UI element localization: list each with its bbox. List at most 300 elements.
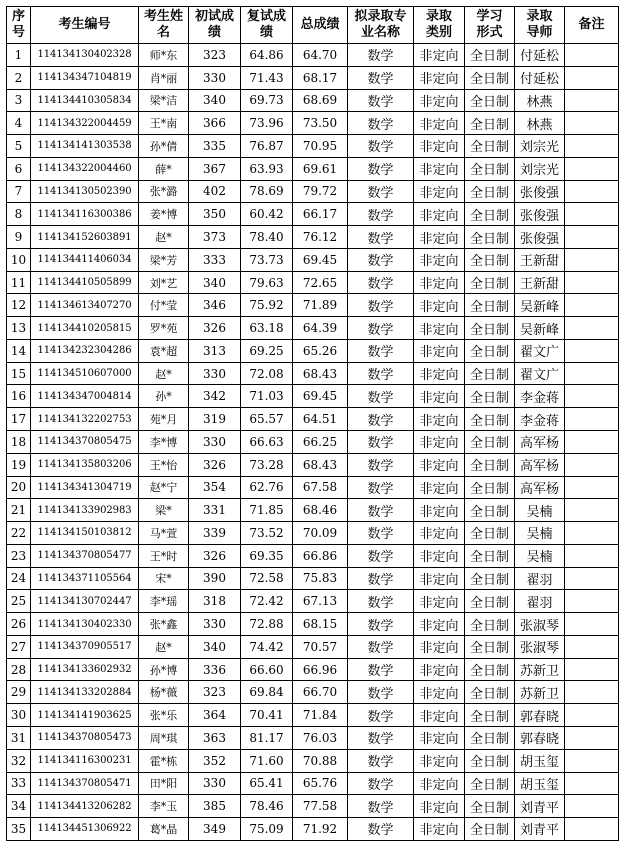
cell-seq: 28 xyxy=(7,658,31,681)
cell-retest-score: 60.42 xyxy=(241,203,293,226)
cell-remarks xyxy=(565,635,619,658)
table-body xyxy=(7,44,619,841)
cell-study-mode: 全日制 xyxy=(465,203,515,226)
cell-study-mode: 全日制 xyxy=(465,362,515,385)
cell-total-score: 66.17 xyxy=(293,203,348,226)
cell-admission-type: 非定向 xyxy=(414,226,465,249)
cell-admission-type: 非定向 xyxy=(414,658,465,681)
table-row xyxy=(7,749,619,772)
cell-retest-score: 76.87 xyxy=(241,135,293,158)
cell-name: 马*萱 xyxy=(139,522,189,545)
header-supervisor: 录取导师 xyxy=(515,7,565,44)
cell-major: 数学 xyxy=(348,522,414,545)
cell-total-score: 66.70 xyxy=(293,681,348,704)
cell-major: 数学 xyxy=(348,613,414,636)
cell-name: 杨*薇 xyxy=(139,681,189,704)
cell-retest-score: 69.73 xyxy=(241,89,293,112)
cell-retest-score: 63.18 xyxy=(241,317,293,340)
cell-admission-type: 非定向 xyxy=(414,544,465,567)
cell-study-mode: 全日制 xyxy=(465,818,515,841)
cell-admission-type: 非定向 xyxy=(414,772,465,795)
cell-admission-type: 非定向 xyxy=(414,180,465,203)
cell-initial-score: 354 xyxy=(189,476,241,499)
cell-major: 数学 xyxy=(348,294,414,317)
table-row xyxy=(7,112,619,135)
table-row xyxy=(7,362,619,385)
cell-major: 数学 xyxy=(348,112,414,135)
cell-supervisor: 苏新卫 xyxy=(515,681,565,704)
cell-exam-id: 114134613407270 xyxy=(31,294,139,317)
cell-total-score: 67.13 xyxy=(293,590,348,613)
cell-retest-score: 71.60 xyxy=(241,749,293,772)
cell-exam-id: 114134133602932 xyxy=(31,658,139,681)
header-total-score: 总成绩 xyxy=(293,7,348,44)
cell-initial-score: 349 xyxy=(189,818,241,841)
cell-initial-score: 326 xyxy=(189,544,241,567)
cell-total-score: 75.83 xyxy=(293,567,348,590)
header-admission-type: 录取类别 xyxy=(414,7,465,44)
cell-supervisor: 王新甜 xyxy=(515,271,565,294)
cell-study-mode: 全日制 xyxy=(465,180,515,203)
cell-supervisor: 刘宗光 xyxy=(515,157,565,180)
cell-exam-id: 114134130502390 xyxy=(31,180,139,203)
table-row xyxy=(7,180,619,203)
cell-remarks xyxy=(565,726,619,749)
cell-study-mode: 全日制 xyxy=(465,613,515,636)
cell-seq: 15 xyxy=(7,362,31,385)
cell-name: 师*东 xyxy=(139,44,189,67)
cell-initial-score: 335 xyxy=(189,135,241,158)
cell-exam-id: 114134232304286 xyxy=(31,339,139,362)
cell-remarks xyxy=(565,294,619,317)
cell-admission-type: 非定向 xyxy=(414,408,465,431)
cell-supervisor: 刘宗光 xyxy=(515,135,565,158)
cell-admission-type: 非定向 xyxy=(414,613,465,636)
cell-study-mode: 全日制 xyxy=(465,135,515,158)
cell-study-mode: 全日制 xyxy=(465,248,515,271)
cell-total-score: 70.09 xyxy=(293,522,348,545)
cell-retest-score: 64.86 xyxy=(241,44,293,67)
cell-initial-score: 367 xyxy=(189,157,241,180)
cell-remarks xyxy=(565,544,619,567)
cell-admission-type: 非定向 xyxy=(414,499,465,522)
cell-initial-score: 330 xyxy=(189,66,241,89)
table-row xyxy=(7,294,619,317)
cell-seq: 16 xyxy=(7,385,31,408)
cell-major: 数学 xyxy=(348,726,414,749)
table-row xyxy=(7,135,619,158)
cell-exam-id: 114134116300386 xyxy=(31,203,139,226)
cell-seq: 4 xyxy=(7,112,31,135)
cell-supervisor: 张淑琴 xyxy=(515,635,565,658)
cell-retest-score: 78.40 xyxy=(241,226,293,249)
cell-admission-type: 非定向 xyxy=(414,453,465,476)
cell-initial-score: 340 xyxy=(189,89,241,112)
cell-supervisor: 吴楠 xyxy=(515,499,565,522)
table-row xyxy=(7,271,619,294)
cell-major: 数学 xyxy=(348,135,414,158)
cell-initial-score: 331 xyxy=(189,499,241,522)
cell-exam-id: 114134130402330 xyxy=(31,613,139,636)
cell-total-score: 66.96 xyxy=(293,658,348,681)
cell-name: 肖*丽 xyxy=(139,66,189,89)
cell-supervisor: 翟文广 xyxy=(515,339,565,362)
cell-exam-id: 114134410505899 xyxy=(31,271,139,294)
cell-remarks xyxy=(565,590,619,613)
cell-name: 田*阳 xyxy=(139,772,189,795)
cell-retest-score: 62.76 xyxy=(241,476,293,499)
cell-retest-score: 75.92 xyxy=(241,294,293,317)
cell-initial-score: 363 xyxy=(189,726,241,749)
cell-study-mode: 全日制 xyxy=(465,339,515,362)
cell-supervisor: 翟文广 xyxy=(515,362,565,385)
cell-name: 刘*艺 xyxy=(139,271,189,294)
cell-supervisor: 高军杨 xyxy=(515,453,565,476)
cell-study-mode: 全日制 xyxy=(465,681,515,704)
cell-admission-type: 非定向 xyxy=(414,818,465,841)
cell-retest-score: 71.03 xyxy=(241,385,293,408)
table-row xyxy=(7,590,619,613)
cell-retest-score: 71.85 xyxy=(241,499,293,522)
cell-study-mode: 全日制 xyxy=(465,704,515,727)
cell-admission-type: 非定向 xyxy=(414,385,465,408)
cell-admission-type: 非定向 xyxy=(414,704,465,727)
cell-name: 袁*超 xyxy=(139,339,189,362)
cell-initial-score: 313 xyxy=(189,339,241,362)
cell-seq: 25 xyxy=(7,590,31,613)
cell-study-mode: 全日制 xyxy=(465,476,515,499)
cell-total-score: 73.50 xyxy=(293,112,348,135)
cell-supervisor: 郭春晓 xyxy=(515,726,565,749)
cell-initial-score: 390 xyxy=(189,567,241,590)
cell-seq: 6 xyxy=(7,157,31,180)
cell-supervisor: 吴楠 xyxy=(515,544,565,567)
cell-total-score: 68.69 xyxy=(293,89,348,112)
cell-name: 李*博 xyxy=(139,431,189,454)
header-retest-score: 复试成绩 xyxy=(241,7,293,44)
cell-name: 孙* xyxy=(139,385,189,408)
cell-seq: 14 xyxy=(7,339,31,362)
cell-seq: 29 xyxy=(7,681,31,704)
cell-study-mode: 全日制 xyxy=(465,522,515,545)
cell-admission-type: 非定向 xyxy=(414,431,465,454)
cell-name: 孙*博 xyxy=(139,658,189,681)
cell-admission-type: 非定向 xyxy=(414,476,465,499)
cell-initial-score: 318 xyxy=(189,590,241,613)
cell-study-mode: 全日制 xyxy=(465,499,515,522)
table-row xyxy=(7,544,619,567)
cell-exam-id: 114134410205815 xyxy=(31,317,139,340)
cell-remarks xyxy=(565,681,619,704)
cell-total-score: 68.43 xyxy=(293,453,348,476)
cell-seq: 31 xyxy=(7,726,31,749)
cell-remarks xyxy=(565,44,619,67)
cell-seq: 2 xyxy=(7,66,31,89)
table-row xyxy=(7,66,619,89)
cell-retest-score: 66.60 xyxy=(241,658,293,681)
cell-name: 孙*倩 xyxy=(139,135,189,158)
cell-major: 数学 xyxy=(348,544,414,567)
cell-initial-score: 323 xyxy=(189,44,241,67)
cell-exam-id: 114134370805477 xyxy=(31,544,139,567)
cell-study-mode: 全日制 xyxy=(465,408,515,431)
cell-total-score: 64.51 xyxy=(293,408,348,431)
cell-retest-score: 73.52 xyxy=(241,522,293,545)
cell-exam-id: 114134141303538 xyxy=(31,135,139,158)
cell-total-score: 69.45 xyxy=(293,385,348,408)
cell-total-score: 66.86 xyxy=(293,544,348,567)
cell-initial-score: 336 xyxy=(189,658,241,681)
table-row xyxy=(7,431,619,454)
cell-supervisor: 刘青平 xyxy=(515,795,565,818)
cell-exam-id: 114134347004814 xyxy=(31,385,139,408)
cell-total-score: 72.65 xyxy=(293,271,348,294)
cell-total-score: 68.46 xyxy=(293,499,348,522)
cell-supervisor: 林燕 xyxy=(515,112,565,135)
cell-exam-id: 114134510607000 xyxy=(31,362,139,385)
cell-major: 数学 xyxy=(348,658,414,681)
cell-name: 宋* xyxy=(139,567,189,590)
cell-initial-score: 326 xyxy=(189,453,241,476)
cell-exam-id: 114134132202753 xyxy=(31,408,139,431)
cell-major: 数学 xyxy=(348,795,414,818)
cell-name: 赵* xyxy=(139,362,189,385)
header-major: 拟录取专业名称 xyxy=(348,7,414,44)
cell-initial-score: 346 xyxy=(189,294,241,317)
table-row xyxy=(7,658,619,681)
cell-initial-score: 333 xyxy=(189,248,241,271)
cell-remarks xyxy=(565,157,619,180)
cell-total-score: 65.76 xyxy=(293,772,348,795)
table-row xyxy=(7,248,619,271)
cell-name: 李*瑶 xyxy=(139,590,189,613)
cell-exam-id: 114134413206282 xyxy=(31,795,139,818)
cell-study-mode: 全日制 xyxy=(465,44,515,67)
header-study-mode: 学习形式 xyxy=(465,7,515,44)
cell-major: 数学 xyxy=(348,704,414,727)
cell-remarks xyxy=(565,226,619,249)
cell-total-score: 69.61 xyxy=(293,157,348,180)
cell-seq: 30 xyxy=(7,704,31,727)
cell-total-score: 65.26 xyxy=(293,339,348,362)
cell-total-score: 64.39 xyxy=(293,317,348,340)
cell-admission-type: 非定向 xyxy=(414,362,465,385)
table-row xyxy=(7,385,619,408)
cell-supervisor: 翟羽 xyxy=(515,567,565,590)
cell-retest-score: 73.96 xyxy=(241,112,293,135)
cell-study-mode: 全日制 xyxy=(465,157,515,180)
cell-total-score: 68.15 xyxy=(293,613,348,636)
cell-supervisor: 李金蒋 xyxy=(515,385,565,408)
table-row xyxy=(7,635,619,658)
cell-major: 数学 xyxy=(348,408,414,431)
table-row xyxy=(7,613,619,636)
cell-retest-score: 79.63 xyxy=(241,271,293,294)
cell-seq: 32 xyxy=(7,749,31,772)
table-header-row xyxy=(7,7,619,44)
cell-exam-id: 114134370905517 xyxy=(31,635,139,658)
table-row xyxy=(7,157,619,180)
cell-supervisor: 张俊强 xyxy=(515,180,565,203)
cell-admission-type: 非定向 xyxy=(414,66,465,89)
cell-study-mode: 全日制 xyxy=(465,271,515,294)
cell-name: 霍*栋 xyxy=(139,749,189,772)
cell-retest-score: 72.42 xyxy=(241,590,293,613)
cell-seq: 21 xyxy=(7,499,31,522)
table-row xyxy=(7,317,619,340)
cell-supervisor: 郭春晓 xyxy=(515,704,565,727)
cell-retest-score: 69.35 xyxy=(241,544,293,567)
cell-supervisor: 张淑琴 xyxy=(515,613,565,636)
table-row xyxy=(7,681,619,704)
cell-exam-id: 114134370805473 xyxy=(31,726,139,749)
cell-seq: 17 xyxy=(7,408,31,431)
admission-list-container xyxy=(6,6,619,841)
cell-total-score: 71.84 xyxy=(293,704,348,727)
cell-supervisor: 胡玉玺 xyxy=(515,772,565,795)
cell-major: 数学 xyxy=(348,453,414,476)
cell-major: 数学 xyxy=(348,157,414,180)
cell-name: 张*乐 xyxy=(139,704,189,727)
cell-initial-score: 330 xyxy=(189,431,241,454)
cell-retest-score: 63.93 xyxy=(241,157,293,180)
cell-retest-score: 70.41 xyxy=(241,704,293,727)
cell-remarks xyxy=(565,203,619,226)
cell-remarks xyxy=(565,112,619,135)
cell-total-score: 70.88 xyxy=(293,749,348,772)
cell-initial-score: 339 xyxy=(189,522,241,545)
cell-initial-score: 342 xyxy=(189,385,241,408)
cell-retest-score: 75.09 xyxy=(241,818,293,841)
table-row xyxy=(7,818,619,841)
cell-study-mode: 全日制 xyxy=(465,112,515,135)
cell-remarks xyxy=(565,385,619,408)
cell-study-mode: 全日制 xyxy=(465,431,515,454)
table-row xyxy=(7,203,619,226)
cell-exam-id: 114134135803206 xyxy=(31,453,139,476)
cell-remarks xyxy=(565,135,619,158)
cell-initial-score: 402 xyxy=(189,180,241,203)
cell-major: 数学 xyxy=(348,681,414,704)
cell-seq: 24 xyxy=(7,567,31,590)
cell-major: 数学 xyxy=(348,203,414,226)
cell-retest-score: 72.88 xyxy=(241,613,293,636)
cell-remarks xyxy=(565,453,619,476)
cell-admission-type: 非定向 xyxy=(414,726,465,749)
cell-total-score: 70.95 xyxy=(293,135,348,158)
cell-major: 数学 xyxy=(348,431,414,454)
cell-study-mode: 全日制 xyxy=(465,590,515,613)
cell-seq: 27 xyxy=(7,635,31,658)
table-row xyxy=(7,567,619,590)
cell-name: 付*莹 xyxy=(139,294,189,317)
cell-supervisor: 付延松 xyxy=(515,66,565,89)
cell-retest-score: 65.57 xyxy=(241,408,293,431)
cell-seq: 11 xyxy=(7,271,31,294)
cell-remarks xyxy=(565,567,619,590)
cell-total-score: 71.92 xyxy=(293,818,348,841)
cell-admission-type: 非定向 xyxy=(414,135,465,158)
cell-initial-score: 330 xyxy=(189,362,241,385)
cell-study-mode: 全日制 xyxy=(465,294,515,317)
cell-admission-type: 非定向 xyxy=(414,795,465,818)
cell-major: 数学 xyxy=(348,180,414,203)
cell-seq: 34 xyxy=(7,795,31,818)
cell-name: 王*时 xyxy=(139,544,189,567)
cell-major: 数学 xyxy=(348,818,414,841)
cell-supervisor: 吴新峰 xyxy=(515,294,565,317)
cell-name: 赵* xyxy=(139,635,189,658)
cell-admission-type: 非定向 xyxy=(414,203,465,226)
cell-supervisor: 苏新卫 xyxy=(515,658,565,681)
cell-exam-id: 114134141903625 xyxy=(31,704,139,727)
cell-total-score: 66.25 xyxy=(293,431,348,454)
cell-initial-score: 326 xyxy=(189,317,241,340)
table-row xyxy=(7,44,619,67)
cell-initial-score: 364 xyxy=(189,704,241,727)
cell-exam-id: 114134116300231 xyxy=(31,749,139,772)
cell-admission-type: 非定向 xyxy=(414,89,465,112)
cell-study-mode: 全日制 xyxy=(465,544,515,567)
cell-study-mode: 全日制 xyxy=(465,226,515,249)
cell-supervisor: 刘青平 xyxy=(515,818,565,841)
cell-initial-score: 319 xyxy=(189,408,241,431)
cell-total-score: 76.03 xyxy=(293,726,348,749)
cell-remarks xyxy=(565,66,619,89)
cell-major: 数学 xyxy=(348,66,414,89)
table-row xyxy=(7,226,619,249)
cell-study-mode: 全日制 xyxy=(465,89,515,112)
table-row xyxy=(7,726,619,749)
cell-major: 数学 xyxy=(348,271,414,294)
cell-name: 姜*博 xyxy=(139,203,189,226)
cell-exam-id: 114134133902983 xyxy=(31,499,139,522)
cell-initial-score: 340 xyxy=(189,271,241,294)
table-row xyxy=(7,339,619,362)
cell-name: 梁*芳 xyxy=(139,248,189,271)
cell-study-mode: 全日制 xyxy=(465,795,515,818)
cell-seq: 9 xyxy=(7,226,31,249)
cell-remarks xyxy=(565,89,619,112)
cell-seq: 5 xyxy=(7,135,31,158)
cell-supervisor: 王新甜 xyxy=(515,248,565,271)
cell-remarks xyxy=(565,408,619,431)
cell-supervisor: 吴新峰 xyxy=(515,317,565,340)
cell-supervisor: 付延松 xyxy=(515,44,565,67)
cell-admission-type: 非定向 xyxy=(414,317,465,340)
cell-total-score: 67.58 xyxy=(293,476,348,499)
cell-seq: 13 xyxy=(7,317,31,340)
cell-remarks xyxy=(565,704,619,727)
cell-major: 数学 xyxy=(348,499,414,522)
cell-seq: 20 xyxy=(7,476,31,499)
cell-remarks xyxy=(565,362,619,385)
cell-major: 数学 xyxy=(348,44,414,67)
cell-supervisor: 林燕 xyxy=(515,89,565,112)
cell-retest-score: 78.46 xyxy=(241,795,293,818)
cell-remarks xyxy=(565,499,619,522)
cell-seq: 18 xyxy=(7,431,31,454)
cell-remarks xyxy=(565,317,619,340)
cell-exam-id: 114134370805475 xyxy=(31,431,139,454)
cell-remarks xyxy=(565,795,619,818)
cell-seq: 19 xyxy=(7,453,31,476)
cell-major: 数学 xyxy=(348,635,414,658)
cell-admission-type: 非定向 xyxy=(414,681,465,704)
cell-major: 数学 xyxy=(348,362,414,385)
cell-initial-score: 373 xyxy=(189,226,241,249)
cell-exam-id: 114134130402328 xyxy=(31,44,139,67)
